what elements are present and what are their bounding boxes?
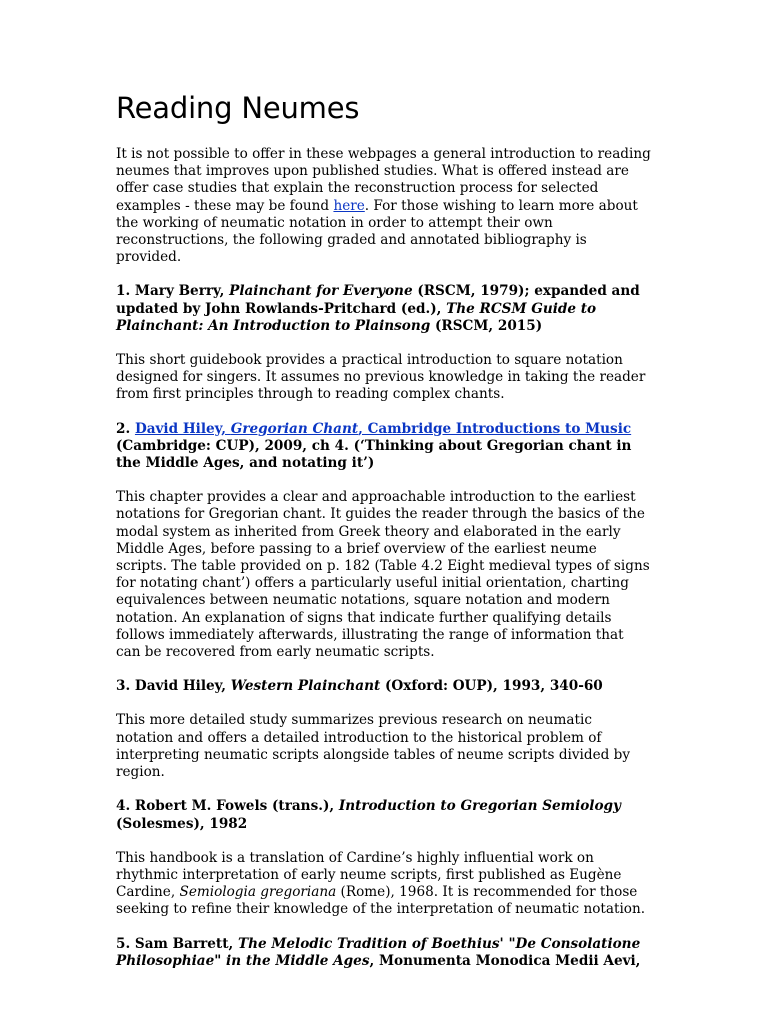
bibliography-entry-5-reference: [116, 936, 652, 970]
page-title: Reading Neumes: [116, 91, 360, 125]
entry-3-author: 3. David Hiley,: [116, 678, 231, 695]
bibliography-entry-1-description: This short guidebook provides a practical introduction to square notation designed for singers. It assumes no previous knowledge in taking the reader from first principles through to reading complex chants.: [116, 352, 646, 403]
entry-2-publication: (Cambridge: CUP), 2009, ch 4. (‘Thinking about Gregorian chant in the Middle Ages, and notating it’): [116, 437, 632, 472]
entry-3-publication: (Oxford: OUP), 1993, 340-60: [380, 678, 603, 695]
entry-1-author: 1. Mary Berry,: [116, 283, 230, 300]
document-content: [116, 88, 652, 987]
intro-text-continued: . For those wishing to learn more about the working of neumatic notation in order to attempt their own reconstructions, the following graded and annotated bibliography is provided.: [116, 197, 638, 266]
entry-4-description-text-continued: (Rome), 1968. It is recommended for those seeking to refine their knowledge of the interpretation of neumatic notation.: [116, 884, 646, 918]
bibliography-entry-1-reference: [116, 283, 652, 335]
entry-2-number: 2.: [116, 420, 135, 437]
entry-2-title: Gregorian Chant: [230, 420, 359, 437]
entry-3-title: Western Plainchant: [230, 678, 381, 695]
bibliography-entry-3-reference: [116, 678, 652, 695]
entry-5-author: 5. Sam Barrett,: [116, 935, 238, 952]
entry-1-title: Plainchant for Everyone: [229, 283, 413, 300]
entry-4-title: Introduction to Gregorian Semiology: [338, 798, 621, 815]
here-link[interactable]: here: [333, 197, 365, 214]
entry-5-title: The Melodic Tradition of Boethius' "De Consolatione Philosophiae" in the Middle Ages: [116, 935, 641, 969]
entry-2-series: , Cambridge Introductions to Music: [358, 420, 632, 437]
entry-1-publication: (RSCM, 1979); expanded and updated by John Rowlands-Pritchard (ed.),: [116, 283, 640, 317]
entry-1-revised-publication: (RSCM, 2015): [430, 317, 543, 334]
bibliography-entry-4-reference: [116, 798, 652, 832]
entry-2-author: David Hiley,: [134, 420, 231, 437]
intro-paragraph: [116, 146, 652, 266]
entry-4-cited-title: Semiologia gregoriana: [179, 884, 337, 901]
entry-2-book-link[interactable]: [135, 421, 631, 437]
bibliography-entry-3-description: This more detailed study summarizes previous research on neumatic notation and offers a detailed introduction to the historical problem of interpreting neumatic scripts alongside tables of neume scripts divided by region.: [116, 712, 631, 781]
entry-4-description-text: This handbook is a translation of Cardine’s highly influential work on rhythmic interpretation of early neume scripts, first published as Eugène Cardine,: [116, 849, 622, 901]
entry-4-publication: (Solesmes), 1982: [116, 815, 248, 832]
entry-5-series: , Monumenta Monodica Medii Aevi,: [369, 952, 641, 969]
entry-1-revised-title: The RCSM Guide to Plainchant: An Introduction to Plainsong: [116, 300, 597, 334]
entry-4-author: 4. Robert M. Fowels (trans.),: [116, 798, 339, 815]
bibliography-entry-4-description: [116, 850, 652, 919]
intro-text: It is not possible to offer in these webpages a general introduction to reading neumes that improves upon published studies. What is offered instead are offer case studies that explain the reconstruction process for selected examples - these may be found: [116, 146, 651, 214]
bibliography-entry-2-description: This chapter provides a clear and approachable introduction to the earliest notations for Gregorian chant. It guides the reader through the basics of the modal system as inherited from Greek theory and elaborated in the early Middle Ages, before passing to a brief overview of the earliest neume scripts. The table provided on p. 182 (Table 4.2 Eight medieval types of signs for notating chant’) offers a particularly useful initial orientation, charting equivalences between neumatic notations, square notation and modern notation. An explanation of signs that indicate further qualifying details follows immediately afterwards, illustrating the range of information that can be recovered from early neumatic scripts.: [116, 489, 650, 661]
bibliography-entry-2-reference: [116, 421, 652, 473]
